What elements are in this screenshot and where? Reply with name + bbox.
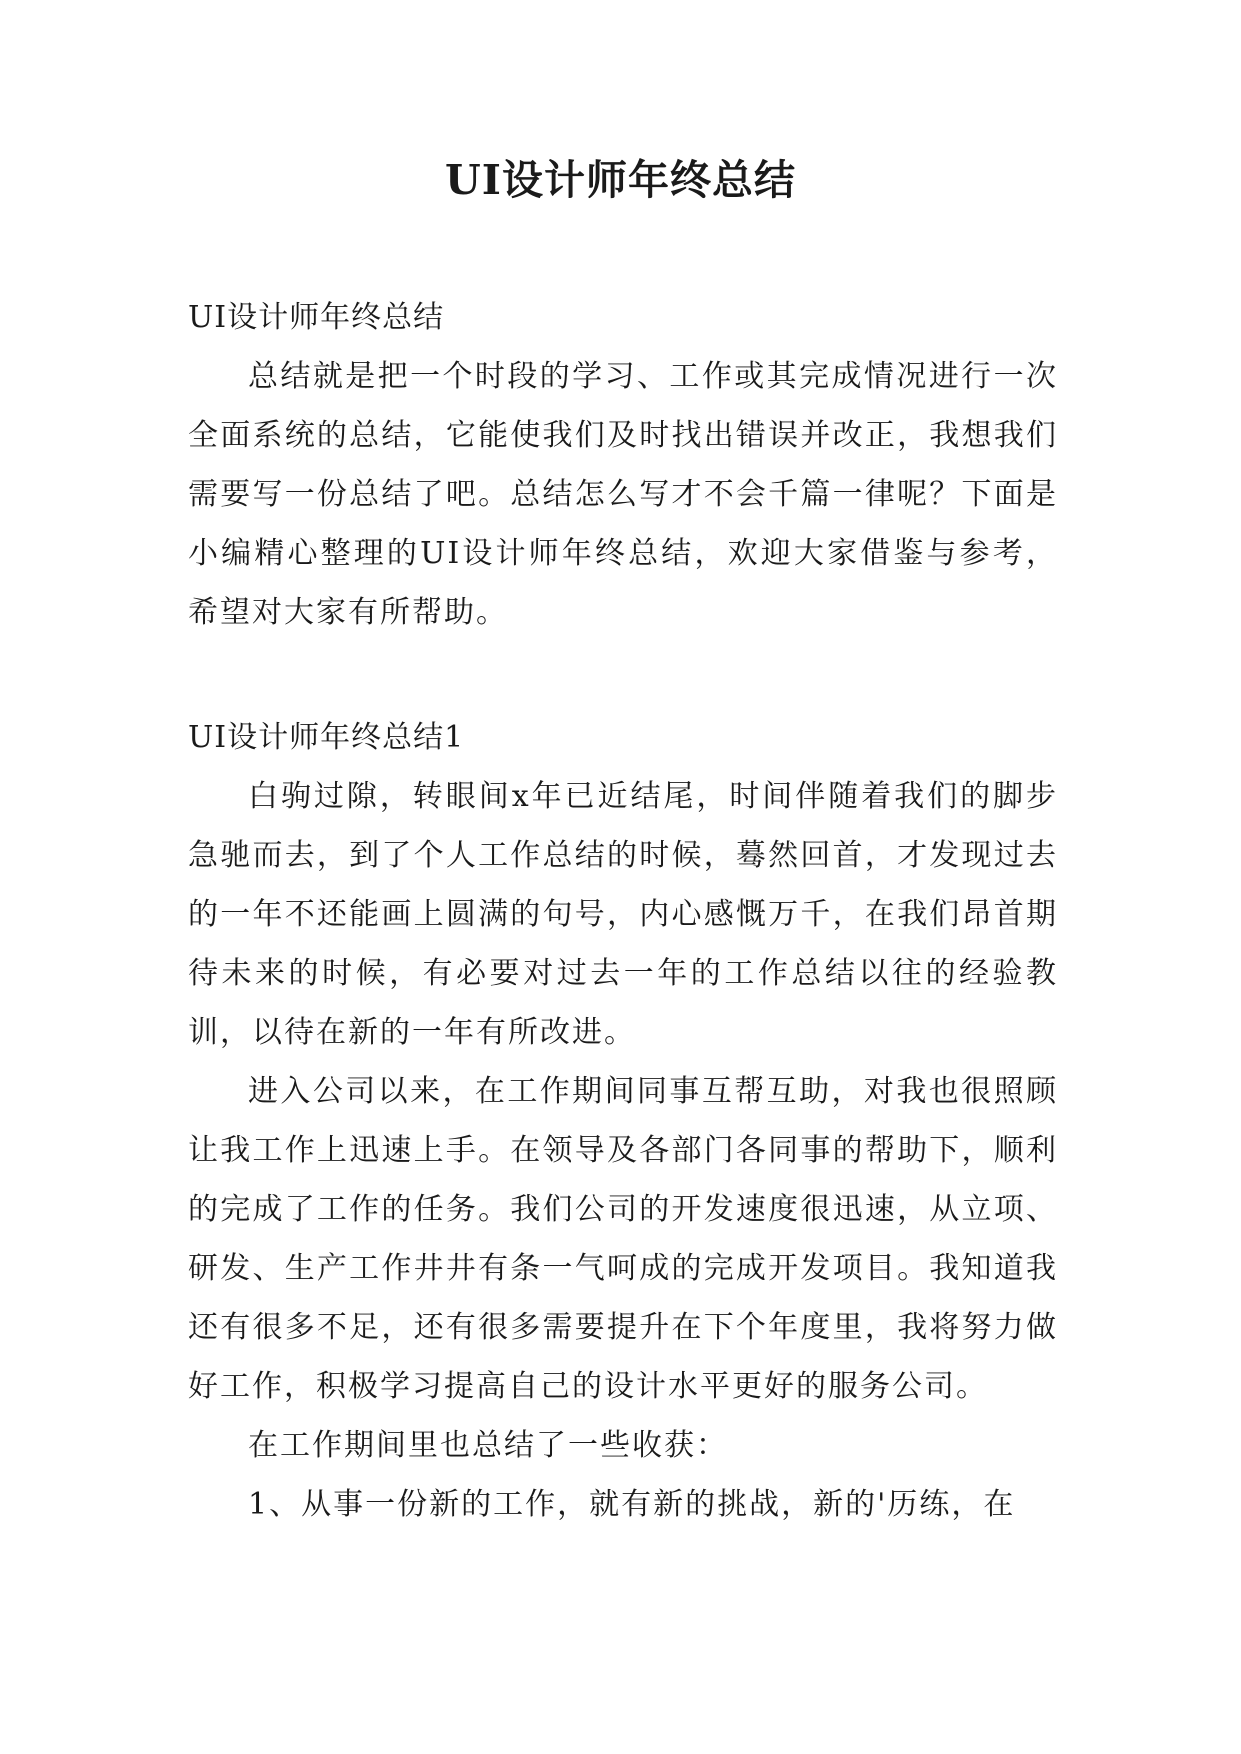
section1-heading: UI设计师年终总结1	[188, 720, 465, 755]
section-spacer	[188, 642, 1058, 708]
intro-paragraph: 总结就是把一个时段的学习、工作或其完成情况进行一次全面系统的总结，它能使我们及时找出错误并改正，我想我们需要写一份总结了吧。总结怎么写才不会千篇一律呢？下面是小编精心整理的UI设计师年终总结，欢迎大家借鉴与参考，希望对大家有所帮助。	[188, 359, 1058, 630]
section1-paragraph: 1、从事一份新的工作，就有新的挑战，新的'历练，在	[248, 1487, 1016, 1522]
document-title: UI设计师年终总结	[445, 156, 796, 204]
section1-paragraph: 在工作期间里也总结了一些收获：	[248, 1428, 728, 1463]
intro-heading: UI设计师年终总结	[188, 300, 445, 335]
section1-paragraph: 白驹过隙，转眼间x年已近结尾，时间伴随着我们的脚步急驰而去，到了个人工作总结的时候，蓦然回首，才发现过去的一年不还能画上圆满的句号，内心感慨万千，在我们昂首期待未来的时候，有必要对过去一年的工作总结以往的经验教训，以待在新的一年有所改进。	[188, 779, 1058, 1050]
section1-paragraph: 进入公司以来，在工作期间同事互帮互助，对我也很照顾让我工作上迅速上手。在领导及各部门各同事的帮助下，顺利的完成了工作的任务。我们公司的开发速度很迅速，从立项、研发、生产工作井井有条一气呵成的完成开发项目。我知道我还有很多不足，还有很多需要提升在下个年度里，我将努力做好工作，积极学习提高自己的设计水平更好的服务公司。	[188, 1074, 1058, 1404]
document-body	[188, 288, 1058, 1534]
